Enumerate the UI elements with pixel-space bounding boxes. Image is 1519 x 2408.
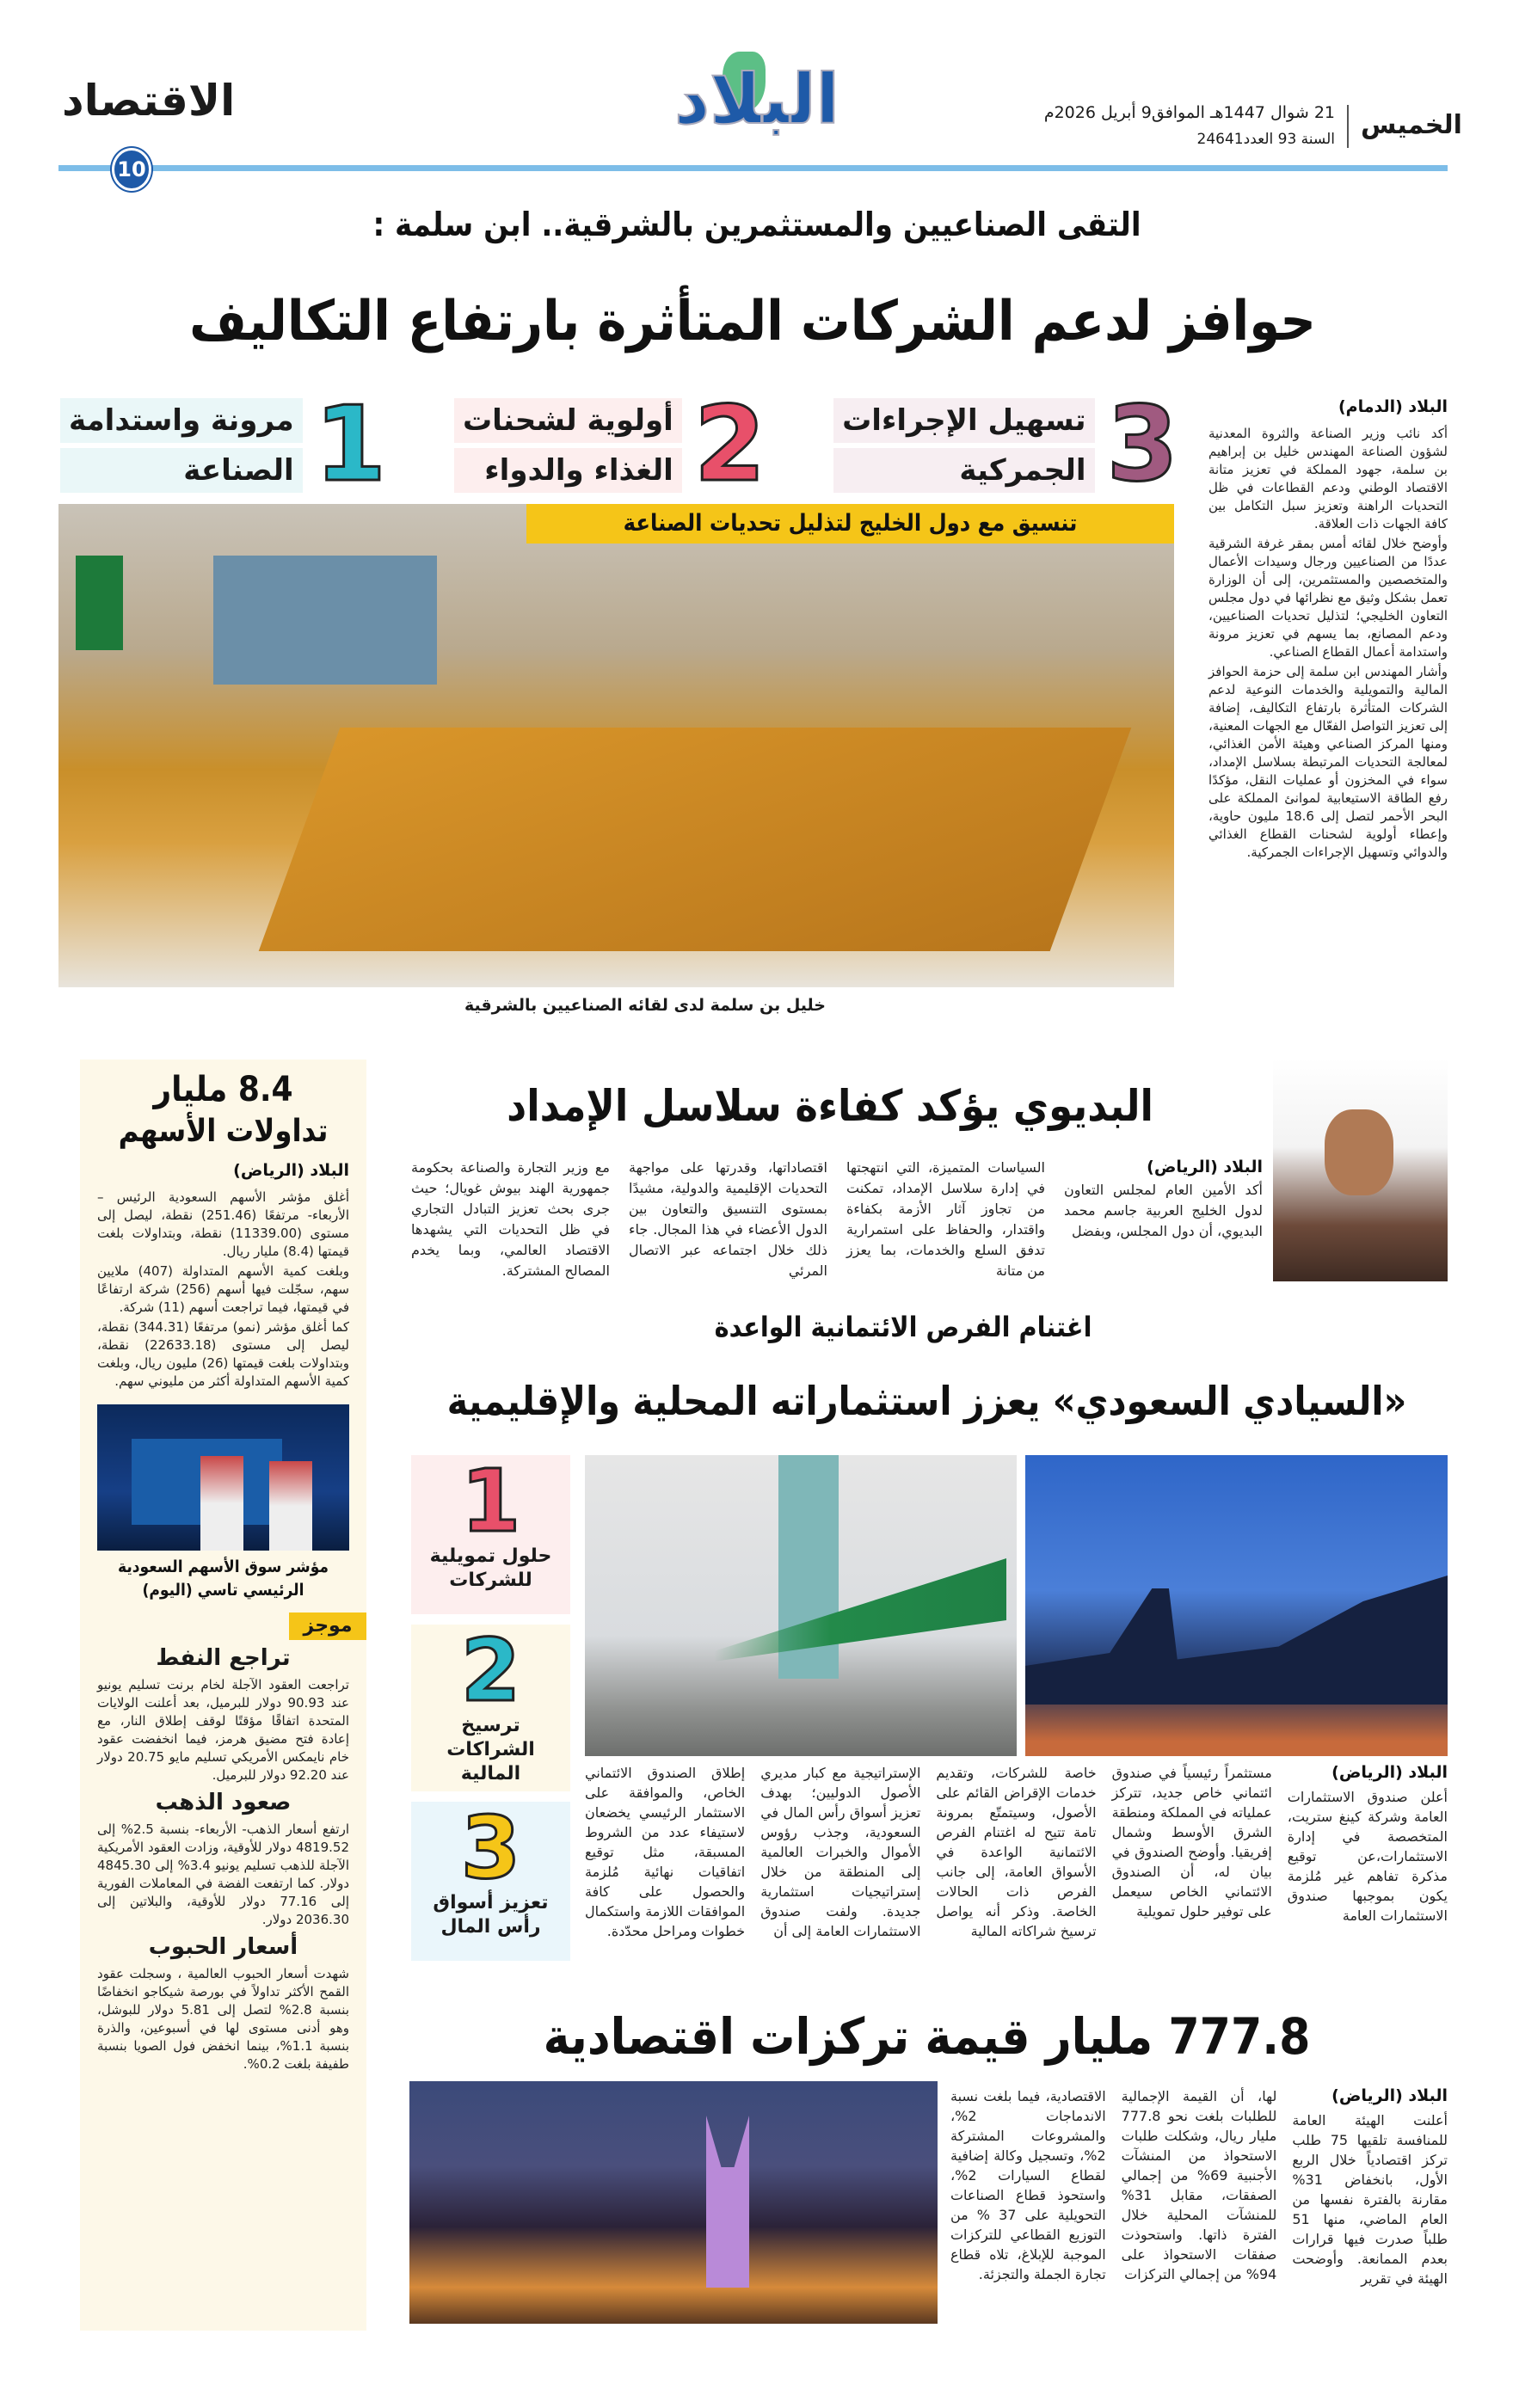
brief-title: أسعار الحبوب bbox=[148, 1934, 298, 1960]
page-number-badge: 10 bbox=[112, 148, 151, 191]
person bbox=[269, 1461, 312, 1551]
point-number: 1 bbox=[314, 384, 387, 505]
divider bbox=[1347, 105, 1349, 148]
brief-title: صعود الذهب bbox=[155, 1790, 292, 1815]
kingdom-tower bbox=[706, 2116, 749, 2288]
riyadh-flags-photo bbox=[585, 1455, 1017, 1756]
point-number: 3 bbox=[1106, 384, 1178, 505]
competition-article: البلاد (الرياض) أعلنت الهيئة العامة للمنافسة تلقيها 75 طلب تركز اقتصادياً خلال الربع الأول، بانخفاض 31% مقارنة بالفترة نفسها من العام الماضي، منها 51 طلباً صدرت فيها قرارات بعدم الممانعة. وأوضحت الهيئة في تقرير لها، أن القيمة الإجمالية للطلبات بلغت نحو 777.8 مليار ريال، وشكلت طلبات الاستحواذ من المنشآت الأجنبية 69% من إجمالي الصفقات، مقابل 31% للمنشآت المحلية خلال الفترة ذاتها. واستحوذت صفقات الاستحواذ على 94% من إجمالي التركزات الاقتصادية، فيما بلغت نسبة الاندماجات 2%، والمشروعات المشتركة 2%، وتسجيل وكالة إضافية لقطاع السيارات 2%، واستحوذ قطاع الصناعات التحويلية على 37 % من التوزيع القطاعي للتركزات الموجبة للإبلاغ، تلاه قطاع تجارة الجملة والتجزئة. bbox=[950, 2086, 1448, 2287]
point-label: أولوية لشحنات الغذاء والدواء bbox=[454, 398, 682, 493]
screen bbox=[213, 556, 437, 685]
flags bbox=[714, 1558, 1006, 1662]
section-title: الاقتصاد bbox=[62, 76, 236, 126]
date-line: 21 شوال 1447هـ الموافق9 أبريل 2026م bbox=[1043, 103, 1335, 122]
fund-point: 3 تعزيز أسواق رأس المال bbox=[411, 1802, 570, 1961]
sidebar-headline: 8.4 مليار bbox=[153, 1070, 293, 1109]
lead-kicker: التقى الصناعيين والمستثمرين بالشرقية.. ابن سلمة : bbox=[372, 206, 1141, 243]
photo-banner: تنسيق مع دول الخليج لتذليل تحديات الصناعة bbox=[526, 504, 1174, 544]
sidebar-subheadline: تداولات الأسهم bbox=[118, 1114, 329, 1149]
fund-headline: «السيادي السعودي» يعزز استثماراته المحلية والإقليمية bbox=[446, 1378, 1407, 1424]
lead-point bbox=[454, 384, 766, 505]
lead-photo bbox=[58, 504, 1174, 987]
lead-point bbox=[833, 384, 1178, 505]
photo-caption: خليل بن سلمة لدى لقائه الصناعيين بالشرقية bbox=[464, 996, 826, 1015]
market-sidebar: 8.4 مليار تداولات الأسهم البلاد (الرياض) أغلق مؤشر الأسهم السعودية الرئيس – الأربعاء- مرتفعًا (251.46) نقطة، ليصل إلى مستوى (11339.00) نقطة، وبتداولات بلغت قيمتها (8.4) مليار ريال. وبلغت كمية الأسهم المتداولة (407) ملايين سهم، سجّلت فيها أسهم (256) شركة ارتفاعًا في قيمتها، فيما تراجعت أسهم (11) شركة. كما أغلق مؤشر (نمو) مرتفعًا (344.31) نقطة، ليصل إلى مستوى (22633.18) نقطة، وبتداولات بلغت قيمتها (26) مليون ريال، وبلغت كمية الأسهم المتداولة أكثر من مليوني سهم. مؤشر سوق الأسهم السعودية الرئيسي تاسي (اليوم) موجز تراجع النفط تراجعت العقود الآجلة لخام برنت تسليم يونيو عند 90.93 دولار للبرميل، بعد أعلنت الولايات المتحدة اتفاقًا مؤقتًا لوقف إطلاق النار، مع إعادة فتح مضيق هرمز، فيما انخفضت عقود خام نايمكس الأمريكي تسليم مايو 20.75 دولار عند 92.20 دولار للبرميل. صعود الذهب ارتفع أسعار الذهب- الأربعاء- بنسبة 2.5% إلى 4819.52 دولار للأوقية، وزادت العقود الأمريكية الآجلة للذهب تسليم يونيو 3.4% إلى 4845.30 دولار. كما ارتفعت الفضة في المعاملات الفورية إلى 77.16 دولار للأوقية، والبلاتين إلى 2036.30 دولار. أسعار الحبوب شهدت أسعار الحبوب العالمية ، وسجلت عقود القمح الأكثر تداولاً في بورصة شيكاجو انخفاضًا بنسبة 2.8% لتصل إلى 5.81 دولار للبوشل، وهو أدنى مستوى لها في أسبوعين، والذرة بنسبة 1.1%، بينما انخفض فول الصويا بنسبة طفيفة بلغت 0.2%. bbox=[80, 1060, 366, 2331]
badiwi-headline: البديوي يؤكد كفاءة سلاسل الإمداد bbox=[507, 1081, 1153, 1131]
lead-point bbox=[60, 384, 387, 505]
point-number: 2 bbox=[693, 384, 766, 505]
market-photo bbox=[97, 1404, 349, 1551]
skyline bbox=[1025, 1576, 1448, 1705]
person bbox=[200, 1456, 243, 1551]
header-rule bbox=[58, 165, 1448, 171]
competition-headline: 777.8 مليار قيمة تركزات اقتصادية bbox=[543, 2007, 1311, 2066]
sidebar-body: أغلق مؤشر الأسهم السعودية الرئيس – الأربعاء- مرتفعًا (251.46) نقطة، ليصل إلى مستوى (11339.00) نقطة، وبتداولات بلغت قيمتها (8.4) مليار ريال. وبلغت كمية الأسهم المتداولة (407) ملايين سهم، سجّلت فيها أسهم (256) شركة ارتفاعًا في قيمتها، فيما تراجعت أسهم (11) شركة. كما أغلق مؤشر (نمو) مرتفعًا (344.31) نقطة، ليصل إلى مستوى (22633.18) نقطة، وبتداولات بلغت قيمتها (26) مليون ريال، وبلغت كمية الأسهم المتداولة أكثر من مليوني سهم. bbox=[97, 1189, 350, 1389]
day-label: الخميس bbox=[1361, 110, 1462, 140]
fund-kicker: اغتنام الفرص الائتمانية الواعدة bbox=[714, 1311, 1092, 1343]
issue-line: السنة 93 العدد24641 bbox=[1196, 131, 1335, 148]
badiwi-article: البلاد (الرياض) أكد الأمين العام لمجلس التعاون لدول الخليج العربية جاسم محمد البديوي، أن دول المجلس، وبفضل السياسات المتميزة، التي انتهجتها في إدارة سلاسل الإمداد، تمكنت من تجاوز آثار الأزمة بكفاءة واقتدار، والحفاظ على استمرارية تدفق السلع والخدمات، بما يعزز من متانة اقتصاداتها، وقدرتها على مواجهة التحديات الإقليمية والدولية، مشيدًا بمستوى التنسيق والتعاون بين الدول الأعضاء في هذا المجال. جاء ذلك خلال اجتماعه عبر الاتصال المرئي مع وزير التجارة والصناعة بحكومة جمهورية الهند بيوش غويال؛ حيث جرى بحث تعزيز التبادل التجاري في ظل التحديات التي يشهدها الاقتصاد العالمي، وبما يخدم المصالح المشتركة. bbox=[411, 1158, 1263, 1279]
article-body: أكد نائب وزير الصناعة والثروة المعدنية لشؤون الصناعة المهندس خليل بن إبراهيم بن سلمة، جهود المملكة في تعزيز متانة الاقتصاد الوطني ودعم القطاعات في ظل التحديات الراهنة وتعزيز سبل التكامل بين كافة الجهات ذات العلاقة. وأوضح خلال لقائه أمس بمقر غرفة الشرقية عددًا من الصناعيين ورجال وسيدات الأعمال والمتخصصين والمستثمرين، إلى أن الوزارة تعمل بشكل وثيق مع نظرائها في دول مجلس التعاون الخليجي؛ لتذليل تحديات الصناعيين، ودعم المصانع، بما يسهم في تعزيز مرونة واستدامة أعمال القطاع الصناعي. وأشار المهندس ابن سلمة إلى حزمة الحوافز المالية والتمويلية والخدمات النوعية لدعم الشركات المتأثرة بارتفاع التكاليف، إضافة إلى تعزيز التواصل الفعّال مع الجهات المعنية، ومنها المركز الصناعي وهيئة الأمن الغذائي، لمعالجة التحديات المرتبطة بسلاسل الإمداد، سواء في المخزون أو عمليات النقل، مؤكدًا رفع الطاقة الاستيعابية لموانئ المملكة على البحر الأحمر لتصل إلى 18.6 مليون حاوية، وإعطاء أولوية لشحنات القطاع الغذائي والدوائي وتسهيل الإجراءات الجمركية. bbox=[1208, 426, 1448, 860]
brief-title: تراجع النفط bbox=[156, 1645, 291, 1671]
lead-article bbox=[1208, 397, 1448, 863]
brief-tag: موجز bbox=[289, 1612, 366, 1640]
fund-points bbox=[411, 1451, 570, 1961]
meeting-table bbox=[259, 728, 1132, 951]
riyadh-night-photo bbox=[409, 2081, 938, 2324]
masthead bbox=[0, 0, 1519, 198]
byline: البلاد (الدمام) bbox=[1338, 397, 1448, 416]
market-photo-caption: مؤشر سوق الأسهم السعودية الرئيسي تاسي (اليوم) bbox=[117, 1557, 329, 1600]
logo: البلاد bbox=[654, 52, 860, 146]
point-label: تسهيل الإجراءات الجمركية bbox=[833, 398, 1094, 493]
badiwi-photo bbox=[1273, 1058, 1448, 1281]
fund-article: البلاد (الرياض) أعلن صندوق الاستثمارات العامة وشركة كينغ ستريت، المتخصصة في إدارة الاستثمارات،عن توقيع مذكرة تفاهم غير مُلزمة يكون بموجبها صندوق الاستثمارات العامة مستثمراً رئيسياً في صندوق ائتماني خاص جديد، تتركز عملياته في المملكة ومنطقة الشرق الأوسط وشمال إفريقيا. وأوضح الصندوق في بيان له، أن الصندوق الائتماني الخاص سيعمل على توفير حلول تمويلية خاصة للشركات، وتقديم خدمات الإقراض القائم على الأصول، وسيتمتّع بمرونة تامة تتيح له اغتنام الفرص الائتمانية الواعدة في الأسواق العامة، إلى جانب الفرص ذات الحالات الخاصة. وذكر أنه يواصل ترسيخ شراكاته المالية الإستراتيجية مع كبار مديري الأصول الدوليين؛ بهدف تعزيز أسواق رأس المال في السعودية، وجذب رؤوس الأموال والخبرات العالمية إلى المنطقة من خلال إستراتيجيات استثمارية جديدة. ولفت صندوق الاستثمارات العامة إلى أن إطلاق الصندوق الائتماني الخاص، والموافقة على الاستثمار الرئيسي يخضعان لاستيفاء عدد من الشروط المسبقة، مثل توقيع اتفاقيات نهائية مُلزمة والحصول على كافة الموافقات اللازمة واستكمال خطوات ومراحل محدّدة. bbox=[584, 1763, 1448, 1939]
flag bbox=[76, 556, 123, 650]
fund-point: 2 ترسيخ الشراكات المالية bbox=[411, 1625, 570, 1791]
lead-points bbox=[60, 384, 1178, 505]
fund-point: 1 حلول تمويلية للشركات bbox=[411, 1455, 570, 1614]
face bbox=[1325, 1109, 1393, 1195]
kafd-night-photo bbox=[1025, 1455, 1448, 1756]
lead-headline: حوافز لدعم الشركات المتأثرة بارتفاع التكاليف bbox=[189, 290, 1316, 353]
point-label: مرونة واستدامة الصناعة bbox=[60, 398, 303, 493]
